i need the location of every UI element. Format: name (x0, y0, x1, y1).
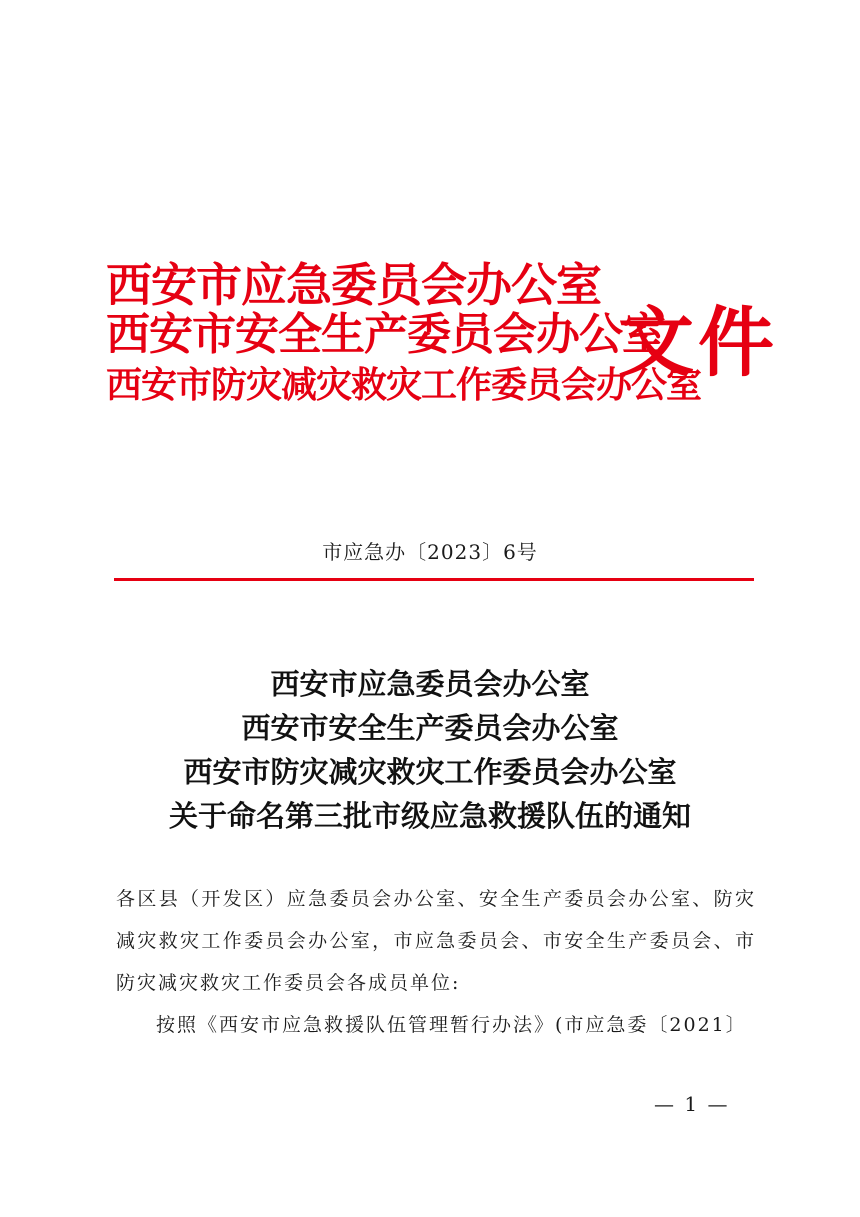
title-line-1: 西安市应急委员会办公室 (270, 667, 590, 701)
title-line-3: 西安市防灾减灾救灾工作委员会办公室 (183, 755, 677, 789)
document-number: 市应急办〔2023〕6号 (322, 540, 538, 564)
document-title (0, 662, 860, 838)
masthead-org-3: 西安市防灾减灾救灾工作委员会办公室 (106, 364, 702, 406)
red-divider-line (114, 578, 754, 581)
page-number: — 1 — (654, 1092, 730, 1116)
masthead-org-2: 西安市安全生产委员会办公室 (106, 309, 665, 360)
body-paragraph-1: 按照《西安市应急救援队伍管理暂行办法》(市应急委〔2021〕 (156, 1014, 747, 1036)
title-line-4: 关于命名第三批市级应急救援队伍的通知 (168, 799, 691, 833)
document-body (116, 878, 756, 1046)
addressee-paragraph: 各区县（开发区）应急委员会办公室、安全生产委员会办公室、防灾减灾救灾工作委员会办公室，市应急委员会、市安全生产委员会、市防灾减灾救灾工作委员会各成员单位: (116, 888, 756, 994)
masthead-org-1: 西安市应急委员会办公室 (106, 258, 601, 312)
red-masthead (106, 258, 778, 440)
masthead-document-type: 文件 (618, 298, 778, 387)
title-line-2: 西安市安全生产委员会办公室 (241, 711, 619, 745)
